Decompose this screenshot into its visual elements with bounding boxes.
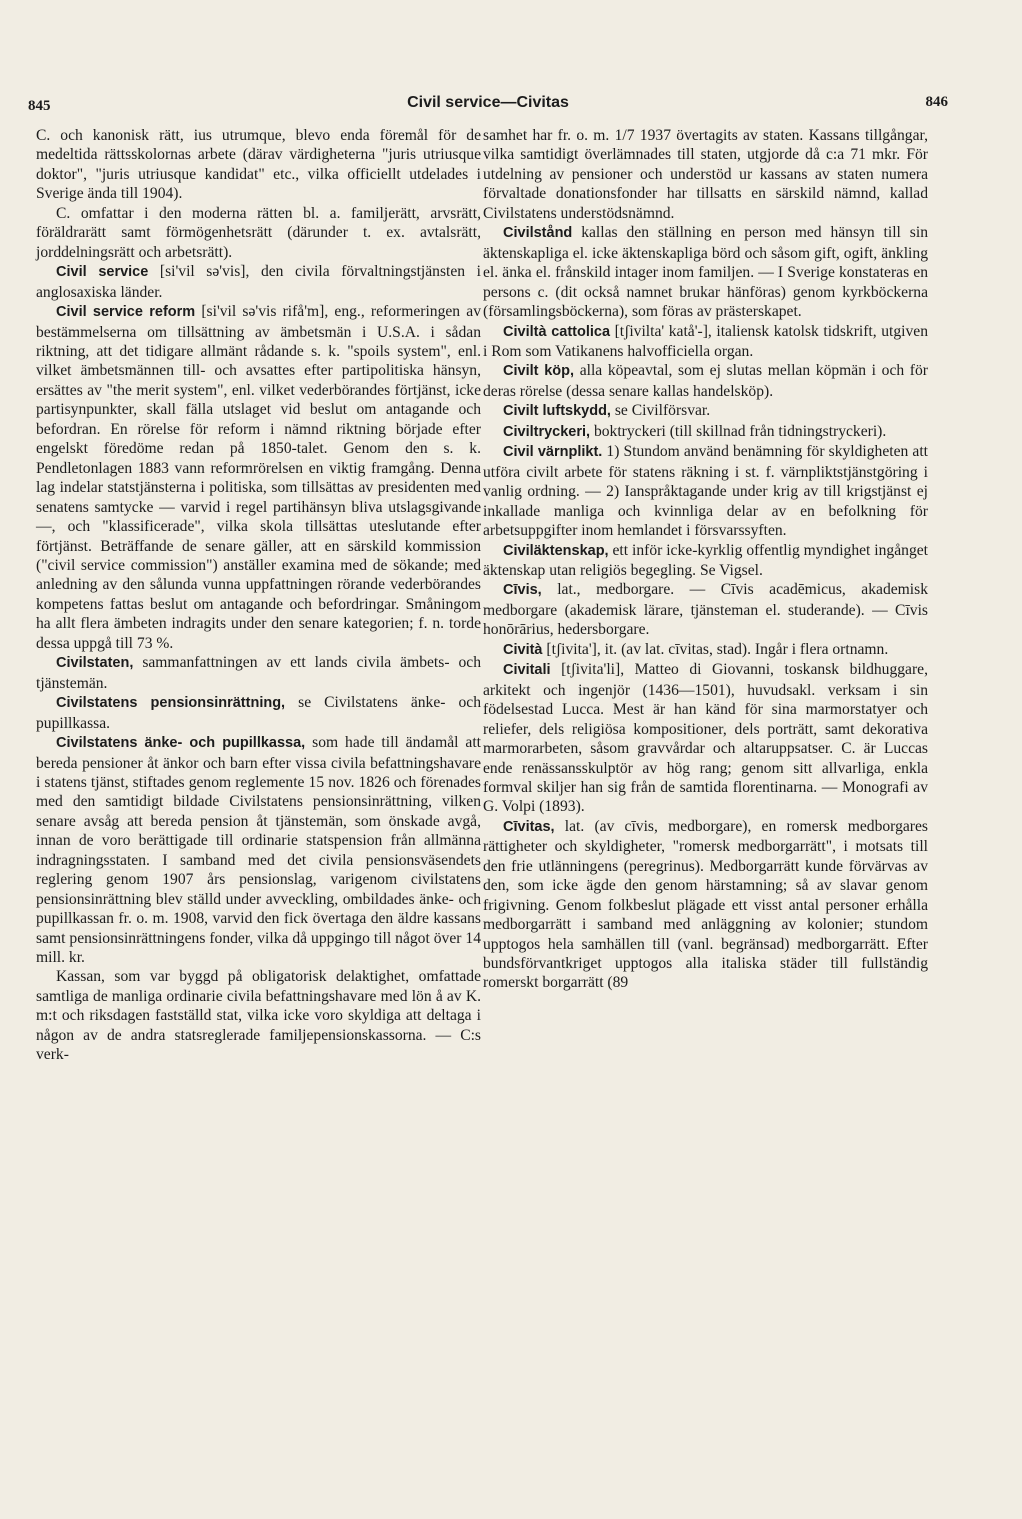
entry-paragraph	[483, 660, 928, 817]
entry-headword: Civilt luftskydd,	[503, 403, 611, 420]
entry-paragraph	[483, 401, 928, 421]
entry-headword: Civilt köp,	[503, 363, 575, 380]
entry-paragraph	[36, 967, 481, 1064]
running-title: Civil service—Civitas	[407, 94, 569, 111]
right-column	[483, 126, 928, 993]
entry-text: kallas den ställning en person med hänsyn till sin äktenskapliga el. icke äktenskapliga börd och såsom gift, ogift, änkling el. änka el. frånskild intager inom familjen. — I Sverige konstateras en persons c. (dit också namnet brukar hänföras) genom kyrkböckerna (församlingsböckerna), som föras av prästerskapet.	[483, 224, 928, 321]
entry-text: 1) Stundom använd benämning för skyldigheten att utföra civilt arbete för statens räkning i st. f. värnpliktstjänstgöring i vanlig ordning. — 2) Ianspråktagande under krig av till krigstjänst ej inkallade manliga och kvinnliga delar av en befolkning för arbetsuppgifter inom hemlandet i försvarssyften.	[483, 443, 928, 540]
entry-headword: Cīvis,	[503, 582, 542, 599]
entry-paragraph	[483, 442, 928, 540]
entry-headword: Civiltà cattolica	[503, 323, 611, 340]
entry-text: se Civilförsvar.	[610, 402, 711, 420]
entry-headword: Civilstaten,	[56, 655, 134, 672]
entry-headword: Civilstatens änke- och pupillkassa,	[56, 735, 306, 752]
entry-headword: Civiläktenskap,	[503, 542, 609, 559]
entry-text: [tʃivita'li], Matteo di Giovanni, toskansk bildhuggare, arkitekt och ingenjör (1436—1501), huvudsakl. verksam i sin födelsestad Lucca. Mest är han känd för sina marmorstatyer och reliefer, dels religiösa kompositioner, dels porträtt, samt dekorativa marmorarbeten, såsom gravvårdar och altaruppsatser. C. är Luccas ende renässansskulptör av hög rang; genom sitt allvarliga, enkla formval skiljer han sig från de samtida florentinarna. — Monografi av G. Volpi (1893).	[483, 661, 928, 816]
entry-paragraph	[483, 223, 928, 321]
entry-headword: Civilstatens pensionsinrättning,	[56, 695, 286, 712]
entry-headword: Cività	[503, 641, 543, 658]
entry-text: lat., medborgare. — Cīvis acadēmicus, akademisk medborgare (akademisk lärare, tjänsteman el. studerande). — Cīvis honōrārius, hedersborgare.	[483, 581, 928, 639]
entry-paragraph	[36, 693, 481, 733]
entry-paragraph	[483, 361, 928, 401]
entry-headword: Civiltryckeri,	[503, 423, 591, 440]
entry-paragraph	[36, 302, 481, 653]
entry-text: [tʃivita'], it. (av lat. cīvitas, stad). Ingår i flera ortnamn.	[542, 640, 889, 658]
entry-paragraph	[483, 580, 928, 639]
entry-headword: Civilstånd	[503, 225, 573, 242]
entry-paragraph	[36, 126, 481, 204]
page-number-right: 846	[925, 94, 948, 110]
page-header	[28, 94, 948, 118]
entry-text: lat. (av cīvis, medborgare), en romersk medborgares rättigheter och skyldigheter, "romersk medborgarrätt", i motsats till den frie utlänningens (peregrinus). Medborgarrätt kunde förvärvas av den, som icke ägde den genom härstamning; så av slavar genom frigivning. Genom folkbeslut plägade ett visst antal personer erhålla medborgarrätt i samband med anläggning av kolonier; stundom upptogos hela samhällen till (vanl. begränsad) medborgarrätt. Efter bundsförvantkriget upptogos alla italiska städer till fullständig romerskt borgarrätt (89	[483, 817, 928, 992]
entry-paragraph	[36, 204, 481, 262]
entry-text: C. omfattar i den moderna rätten bl. a. familjerätt, arvsrätt, föräldrarätt samt förmögenhetsrätt (därunder t. ex. avtalsrätt, jorddelningsrätt och arbetsrätt).	[36, 204, 481, 261]
entry-text: boktryckeri (till skillnad från tidningstryckeri).	[590, 422, 887, 440]
entry-headword: Cīvitas,	[503, 818, 555, 835]
entry-paragraph	[483, 126, 928, 223]
entry-text: ett inför icke-kyrklig offentlig myndighet ingånget äktenskap utan religiös begegling. Se Vigsel.	[483, 541, 928, 579]
entry-paragraph	[36, 262, 481, 302]
entry-text: [tʃivilta' katå'-], italiensk katolsk tidskrift, utgiven i Rom som Vatikanens halvofficiella organ.	[483, 322, 928, 360]
entry-text: alla köpeavtal, som ej slutas mellan köpmän i och för deras rörelse (dessa senare kallas handelsköp).	[483, 362, 928, 400]
entry-lead-text: C. och kanonisk rätt,	[36, 127, 194, 144]
entry-paragraph	[36, 733, 481, 967]
entry-paragraph	[483, 817, 928, 993]
entry-paragraph	[483, 322, 928, 362]
left-column	[36, 126, 481, 1065]
page-number-left: 845	[28, 98, 51, 114]
entry-text: samhet har fr. o. m. 1/7 1937 övertagits av staten. Kassans tillgångar, vilka samtidigt överlämnades till staten, utgjorde då c:a 71 mkr. För utdelning av pensioner och understöd ur kassans av staten numera förvaltade donationsfonder har tillsatts en särskild nämnd, kallad Civilstatens understödsnämnd.	[483, 127, 928, 222]
entry-paragraph	[483, 422, 928, 442]
entry-headword: Civitali	[503, 662, 551, 679]
entry-text: Kassan, som var byggd på obligatorisk delaktighet, omfattade samtliga de manliga ordinarie civila befattningshavare med lön å av K. m:t och riksdagen fastställd stat, vilka icke voro skyldiga att deltaga i någon av de andra statsreglerade familjepensionskassorna. — C:s verk-	[36, 968, 481, 1064]
entry-text: [si'vil sə'vis], den civila förvaltningstjänsten i anglosaxiska länder.	[36, 263, 481, 301]
entry-paragraph	[483, 640, 928, 660]
entry-paragraph	[483, 541, 928, 581]
entry-paragraph	[36, 653, 481, 693]
entry-text: som hade till ändamål att bereda pensioner åt änkor och barn efter vissa civila befattningshavare i statens tjänst, stiftades genom reglemente 15 nov. 1826 och förenades med den samtidigt bildade Civilstatens pensionsinrättning, vilken senare avsåg att bereda pension åt tjänstemän, som önskade avgå, innan de voro berättigade till ordinarie statspension från allmänna indragningsstaten. I samband med det civila pensionsväsendets reglering genom 1907 års pensionslag, varigenom civilstatens pensionsinrättning blev ställd under avveckling, ombildades änke- och pupillkassan fr. o. m. 1908, varvid den fick övertaga den äldre kassans samt pensionsinrättningens fonder, vilka då uppgingo till något över 14 mill. kr.	[36, 734, 481, 967]
entry-text: se Civilstatens änke- och pupillkassa.	[36, 694, 481, 732]
entry-headword: Civil service reform	[56, 304, 196, 321]
entry-headword: Civil service	[56, 264, 149, 281]
entry-text: ius utrumque, blevo enda föremål för de medeltida rättsskolornas arbete (därav värdigheterna "juris utriusque doktor", "juris utriusque kandidat" etc., vilka officiellt utdelades i Sverige ända till 1904).	[36, 127, 481, 203]
entry-text: [si'vil sə'vis rifå'm], eng., reformeringen av bestämmelserna om tillsättning av ämbetsmän i U.S.A. i sådan riktning, att det tidigare allmänt rådande s. k. "spoils system", enl. vilket ämbetsmännen till- och avsattes efter partipolitiska hänsyn, ersättes av "the merit system", enl. vilket vederbörandes förtjänst, icke partisynpunkter, skall fälla utslaget vid beslut om antagande och befordran. En rörelse för reform i nämnd riktning började efter engelskt föredöme redan på 1850-talet. Genom den s. k. Pendletonlagen 1883 vann reformrörelsen en viktig framgång. Denna lag indelar statstjänsterna i politiska, som tillsättas av presidenten med senatens samtycke — varvid i regel partihänsyn bliva utslagsgivande —, och "klassificerade", vilka skola tillsättas uteslutande efter förtjänst. Beträffande de senare gäller, att en särskild kommission ("civil service commission") anställer examina med de sökande; med anledning av den sålunda vunna uppfattningen rörande vederbörandes kompetens fattas beslut om antagande och befordringar. Småningom ha allt flera ämbeten indragits under den senare kategorien; f. n. torde dessa uppgå till 73 %.	[36, 303, 481, 652]
entry-headword: Civil värnplikt.	[503, 444, 603, 461]
entry-text: sammanfattningen av ett lands civila ämbets- och tjänstemän.	[36, 654, 481, 692]
